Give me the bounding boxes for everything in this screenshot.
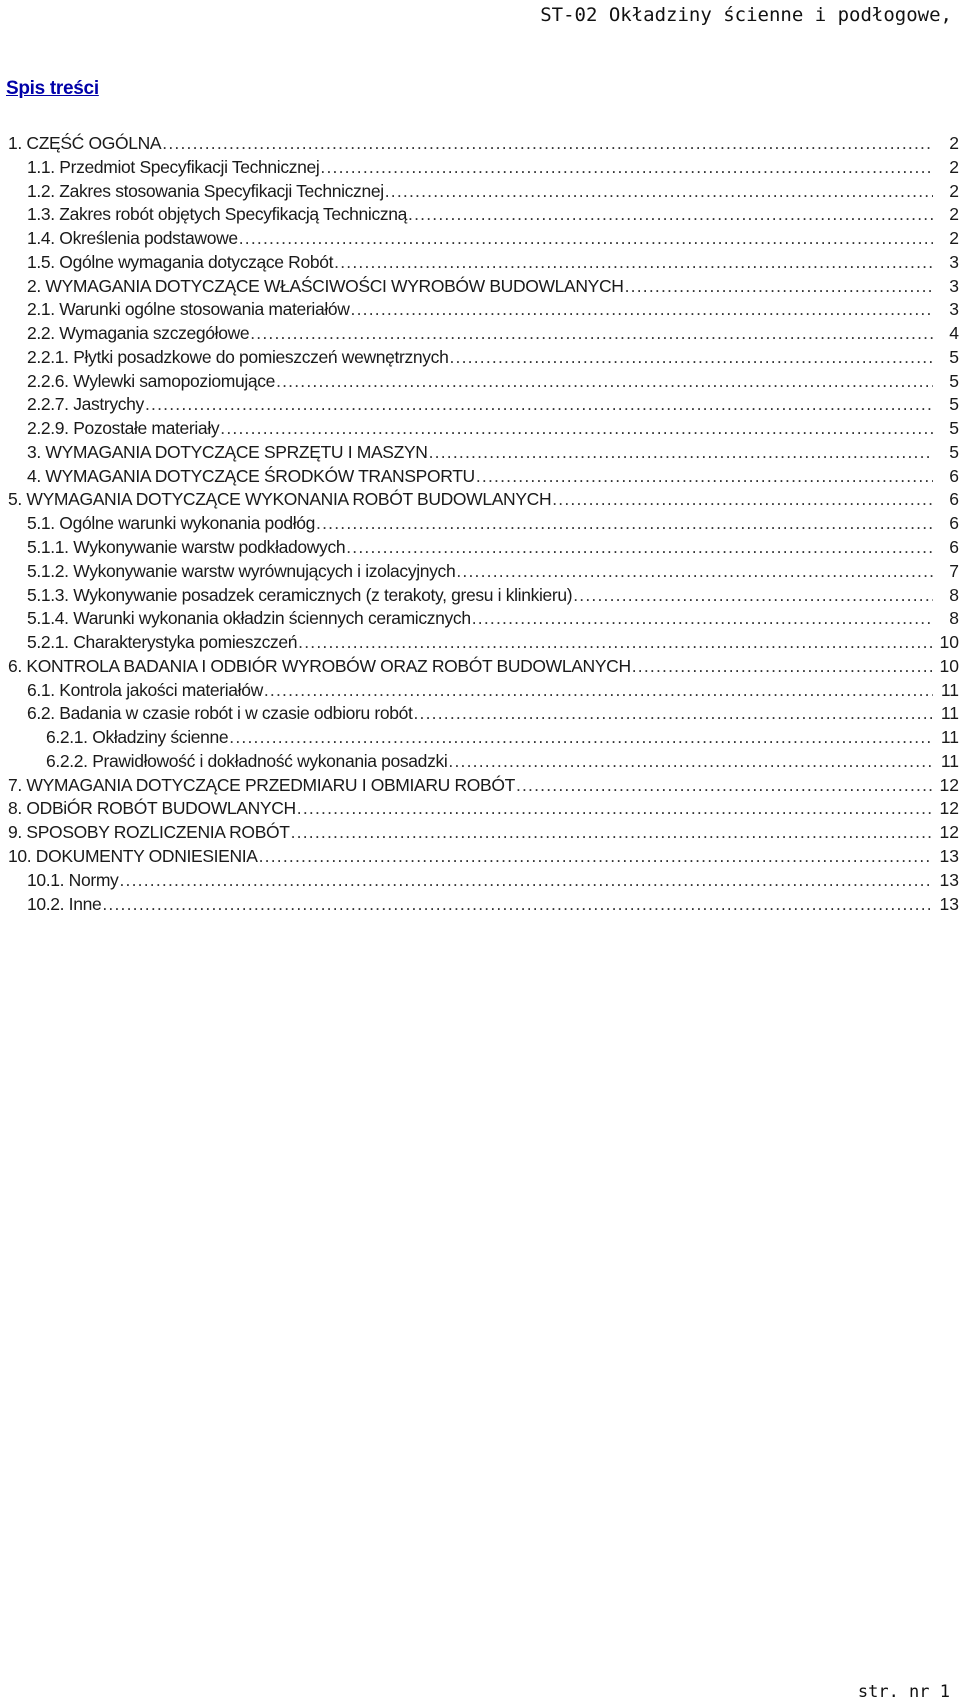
toc-entry-page-number: 6 bbox=[949, 465, 959, 486]
toc-entry-label: 5.2.1. Charakterystyka pomieszczeń bbox=[27, 632, 298, 653]
toc-entry[interactable] bbox=[8, 488, 959, 512]
toc-entry-label: 9. SPOSOBY ROZLICZENIA ROBÓT bbox=[8, 822, 290, 843]
toc-entry-page-number: 11 bbox=[940, 703, 959, 724]
toc-entry-page-number: 3 bbox=[949, 275, 959, 296]
toc-entry-label: 2.2.1. Płytki posadzkowe do pomieszczeń wewnętrznych bbox=[27, 346, 449, 367]
toc-entry[interactable] bbox=[8, 869, 959, 893]
toc-entry-page-number: 13 bbox=[939, 845, 959, 866]
toc-entry-page-number: 13 bbox=[939, 869, 959, 890]
toc-entry-page-number: 13 bbox=[939, 893, 959, 914]
dot-leader bbox=[632, 655, 933, 679]
dot-leader bbox=[250, 322, 933, 346]
toc-entry[interactable] bbox=[8, 275, 959, 299]
toc-entry-label: 6.1. Kontrola jakości materiałów bbox=[27, 679, 263, 700]
page-number: str. nr 1 bbox=[857, 1682, 950, 1702]
toc-entry[interactable] bbox=[8, 251, 959, 275]
dot-leader bbox=[552, 488, 933, 512]
toc-entry-label: 6.2.2. Prawidłowość i dokładność wykonania posadzki bbox=[46, 750, 448, 771]
toc-entry-label: 10. DOKUMENTY ODNIESIENIA bbox=[8, 845, 258, 866]
toc-entry-label: 2.1. Warunki ogólne stosowania materiałów bbox=[27, 299, 350, 320]
toc-entry-label: 1.2. Zakres stosowania Specyfikacji Technicznej bbox=[27, 180, 384, 201]
toc-entry[interactable] bbox=[8, 370, 959, 394]
toc-entry-page-number: 5 bbox=[949, 418, 959, 439]
toc-entry-page-number: 8 bbox=[949, 584, 959, 605]
toc-entry-label: 5.1. Ogólne warunki wykonania podłóg bbox=[27, 513, 316, 534]
toc-entry[interactable] bbox=[8, 298, 959, 322]
dot-leader bbox=[102, 893, 933, 917]
toc-entry-page-number: 2 bbox=[949, 180, 959, 201]
toc-entry-page-number: 12 bbox=[939, 774, 959, 795]
toc-entry[interactable] bbox=[8, 417, 959, 441]
toc-entry[interactable] bbox=[8, 180, 959, 204]
toc-entry-label: 2.2.9. Pozostałe materiały bbox=[27, 418, 220, 439]
dot-leader bbox=[229, 726, 933, 750]
toc-entry-page-number: 7 bbox=[949, 560, 959, 581]
toc-entry[interactable] bbox=[8, 156, 959, 180]
toc-entry[interactable] bbox=[8, 607, 959, 631]
toc-entry-label: 3. WYMAGANIA DOTYCZĄCE SPRZĘTU I MASZYN bbox=[27, 441, 428, 462]
toc-entry-label: 1.3. Zakres robót objętych Specyfikacją Techniczną bbox=[27, 204, 408, 225]
toc-entry[interactable] bbox=[8, 631, 959, 655]
dot-leader bbox=[298, 631, 933, 655]
toc-entry-page-number: 12 bbox=[939, 798, 959, 819]
toc-entry-page-number: 5 bbox=[949, 370, 959, 391]
toc-entry[interactable] bbox=[8, 203, 959, 227]
toc-entry[interactable] bbox=[8, 726, 959, 750]
toc-entry-page-number: 2 bbox=[949, 228, 959, 249]
toc-entry-page-number: 10 bbox=[939, 632, 959, 653]
dot-leader bbox=[625, 275, 933, 299]
dot-leader bbox=[316, 512, 933, 536]
toc-entry[interactable] bbox=[8, 132, 959, 156]
dot-leader bbox=[472, 607, 933, 631]
toc-entry-label: 5.1.4. Warunki wykonania okładzin ściennych ceramicznych bbox=[27, 608, 471, 629]
dot-leader bbox=[414, 702, 934, 726]
toc-entry-label: 10.2. Inne bbox=[27, 893, 102, 914]
toc-entry-page-number: 8 bbox=[949, 608, 959, 629]
toc-entry[interactable] bbox=[8, 774, 959, 798]
toc-entry-label: 2.2. Wymagania szczegółowe bbox=[27, 323, 250, 344]
dot-leader bbox=[573, 584, 933, 608]
toc-entry-page-number: 5 bbox=[949, 441, 959, 462]
dot-leader bbox=[239, 227, 933, 251]
toc-entry-label: 2. WYMAGANIA DOTYCZĄCE WŁAŚCIWOŚCI WYROBÓW BUDOWLANYCH bbox=[27, 275, 624, 296]
toc-entry-label: 10.1. Normy bbox=[27, 869, 119, 890]
toc-entry-label: 2.2.6. Wylewki samopoziomujące bbox=[27, 370, 276, 391]
toc-entry[interactable] bbox=[8, 346, 959, 370]
toc-entry-label: 6.2. Badania w czasie robót i w czasie odbioru robót bbox=[27, 703, 413, 724]
dot-leader bbox=[297, 797, 933, 821]
toc-entry-label: 6. KONTROLA BADANIA I ODBIÓR WYROBÓW ORAZ ROBÓT BUDOWLANYCH bbox=[8, 655, 631, 676]
toc-entry-page-number: 3 bbox=[949, 251, 959, 272]
toc-entry[interactable] bbox=[8, 560, 959, 584]
toc-entry[interactable] bbox=[8, 750, 959, 774]
toc-entry[interactable] bbox=[8, 797, 959, 821]
toc-entry[interactable] bbox=[8, 845, 959, 869]
toc-entry-page-number: 2 bbox=[949, 133, 959, 153]
toc-entry[interactable] bbox=[8, 702, 959, 726]
dot-leader bbox=[516, 774, 933, 798]
toc-entry-page-number: 5 bbox=[949, 394, 959, 415]
dot-leader bbox=[334, 251, 933, 275]
dot-leader bbox=[220, 417, 933, 441]
toc-entry-label: 5. WYMAGANIA DOTYCZĄCE WYKONANIA ROBÓT BUDOWLANYCH bbox=[8, 489, 552, 510]
toc-entry-page-number: 11 bbox=[940, 727, 959, 748]
toc-entry-page-number: 6 bbox=[949, 489, 959, 510]
toc-entry-label: 5.1.2. Wykonywanie warstw wyrównujących i izolacyjnych bbox=[27, 560, 456, 581]
dot-leader bbox=[259, 845, 933, 869]
toc-entry-page-number: 6 bbox=[949, 537, 959, 558]
toc-entry-page-number: 11 bbox=[940, 750, 959, 771]
toc-entry-page-number: 3 bbox=[949, 299, 959, 320]
dot-leader bbox=[456, 560, 933, 584]
table-of-contents bbox=[8, 132, 959, 916]
toc-entry[interactable] bbox=[8, 679, 959, 703]
dot-leader bbox=[276, 370, 933, 394]
toc-entry-label: 5.1.3. Wykonywanie posadzek ceramicznych (z terakoty, gresu i klinkieru) bbox=[27, 584, 573, 605]
dot-leader bbox=[351, 298, 933, 322]
toc-entry[interactable] bbox=[8, 441, 959, 465]
dot-leader bbox=[162, 132, 933, 156]
toc-entry-page-number: 12 bbox=[939, 822, 959, 843]
toc-entry[interactable] bbox=[8, 536, 959, 560]
dot-leader bbox=[385, 180, 933, 204]
dot-leader bbox=[408, 203, 933, 227]
toc-entry-label: 1.4. Określenia podstawowe bbox=[27, 228, 238, 249]
toc-entry[interactable] bbox=[8, 322, 959, 346]
toc-entry-page-number: 4 bbox=[949, 323, 959, 344]
toc-entry[interactable] bbox=[8, 893, 959, 917]
toc-entry[interactable] bbox=[8, 465, 959, 489]
toc-entry[interactable] bbox=[8, 821, 959, 845]
running-header: ST-02 Okładziny ścienne i podłogowe, bbox=[540, 4, 952, 26]
dot-leader bbox=[145, 393, 933, 417]
dot-leader bbox=[476, 465, 933, 489]
toc-entry-label: 1.1. Przedmiot Specyfikacji Technicznej bbox=[27, 156, 320, 177]
toc-entry-label: 7. WYMAGANIA DOTYCZĄCE PRZEDMIARU I OBMIARU ROBÓT bbox=[8, 774, 515, 795]
toc-entry-page-number: 6 bbox=[949, 513, 959, 534]
toc-entry-page-number: 2 bbox=[949, 204, 959, 225]
toc-entry[interactable] bbox=[8, 584, 959, 608]
toc-entry-label: 8. ODBiÓR ROBÓT BUDOWLANYCH bbox=[8, 798, 296, 819]
dot-leader bbox=[449, 346, 933, 370]
toc-entry-page-number: 2 bbox=[949, 156, 959, 177]
toc-entry[interactable] bbox=[8, 227, 959, 251]
dot-leader bbox=[291, 821, 933, 845]
dot-leader bbox=[264, 679, 933, 703]
toc-entry-page-number: 5 bbox=[949, 346, 959, 367]
toc-entry[interactable] bbox=[8, 393, 959, 417]
toc-entry-label: 4. WYMAGANIA DOTYCZĄCE ŚRODKÓW TRANSPORTU bbox=[27, 465, 475, 486]
dot-leader bbox=[429, 441, 933, 465]
toc-entry-page-number: 10 bbox=[939, 655, 959, 676]
dot-leader bbox=[346, 536, 933, 560]
dot-leader bbox=[448, 750, 933, 774]
dot-leader bbox=[320, 156, 933, 180]
toc-entry[interactable] bbox=[8, 512, 959, 536]
toc-heading: Spis treści bbox=[6, 78, 99, 99]
toc-entry-label: 2.2.7. Jastrychy bbox=[27, 394, 144, 415]
toc-entry-page-number: 11 bbox=[940, 679, 959, 700]
toc-entry-label: 6.2.1. Okładziny ścienne bbox=[46, 727, 229, 748]
toc-entry[interactable] bbox=[8, 655, 959, 679]
toc-entry-label: 1.5. Ogólne wymagania dotyczące Robót bbox=[27, 251, 334, 272]
toc-entry-label: 1. CZĘŚĆ OGÓLNA bbox=[8, 133, 162, 153]
dot-leader bbox=[119, 869, 933, 893]
toc-entry-label: 5.1.1. Wykonywanie warstw podkładowych bbox=[27, 537, 346, 558]
